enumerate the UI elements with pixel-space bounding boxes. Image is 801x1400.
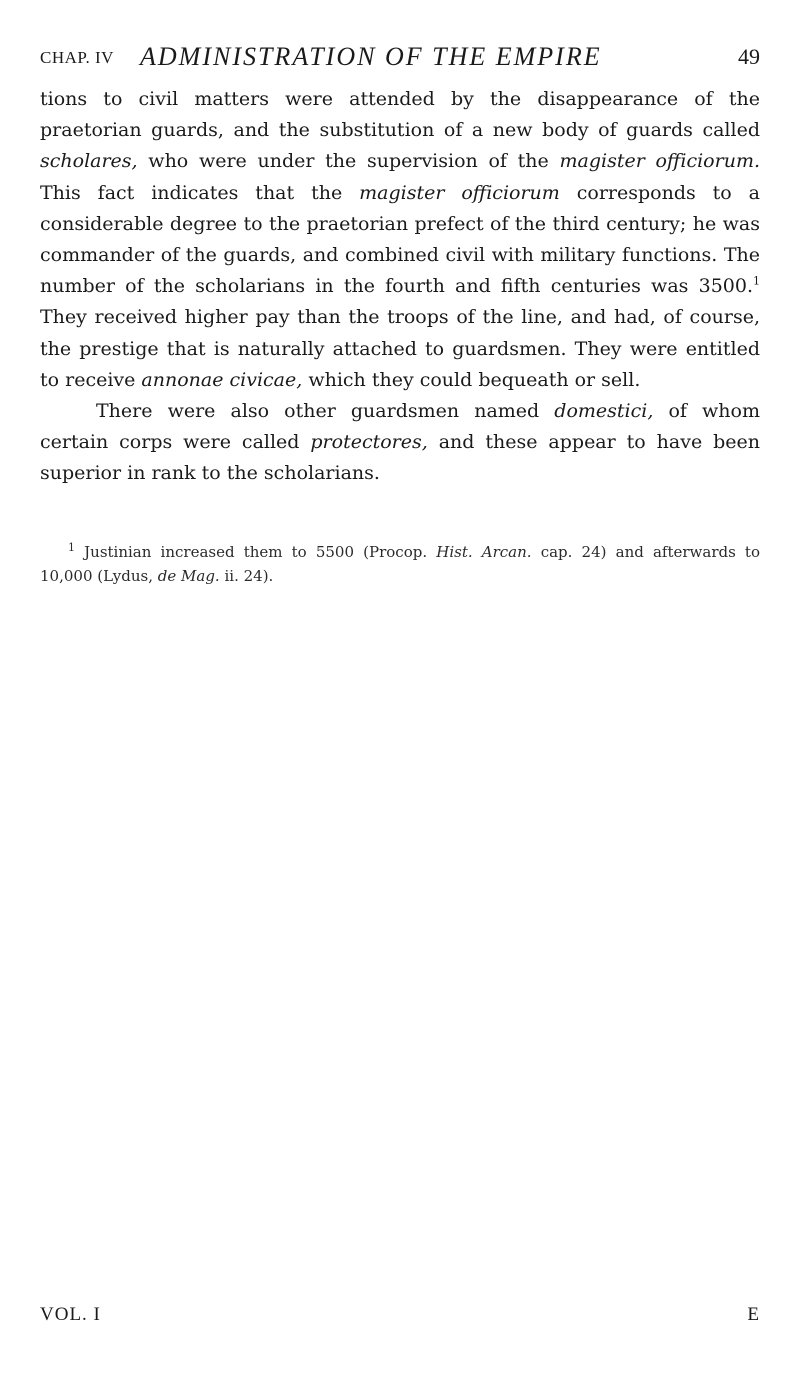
p2-text-2: of whom certain corps were called	[40, 400, 760, 454]
footnote-reference: 1	[753, 274, 760, 288]
p1-text-1: tions to civil matters were attended by the disappearance of the praetorian guards, and the substitution of a new body of guards called	[40, 88, 760, 142]
p2-text-1: There were also other guardsmen named	[96, 400, 555, 423]
p1-text-3: This fact indicates that the	[40, 181, 360, 204]
fn-italic-hist-arcan: Hist. Arcan.	[436, 543, 532, 561]
p1-text-2: who were under the supervision of the	[137, 150, 560, 173]
running-title: ADMINISTRATION OF THE EMPIRE	[140, 42, 602, 71]
p1-italic-magister-2: magister officiorum	[359, 181, 560, 204]
p1-italic-scholares: scholares,	[40, 150, 138, 173]
fn-text-3: ii. 24).	[219, 567, 274, 585]
fn-text-1: Justinian increased them to 5500 (Procop.	[75, 543, 437, 561]
p1-text-6: which they could bequeath or sell.	[302, 368, 641, 391]
signature-mark: E	[747, 1304, 760, 1325]
body-text	[40, 84, 760, 490]
p1-italic-annonae: annonae civicae,	[141, 368, 303, 391]
page-footer	[40, 1304, 760, 1330]
p1-text-4: corresponds to a considerable degree to the praetorian prefect of the third century; he was commander of the guards, and combined civil with military functions. The number of the scholarians in the fourth and fifth centuries was 3500.	[40, 181, 760, 298]
p2-italic-domestici: domestici,	[554, 400, 654, 423]
p1-text-5: They received higher pay than the troops of the line, and had, of course, the prestige that is naturally attached to guardsmen. They were entitled to receive	[40, 306, 760, 391]
running-header	[40, 42, 760, 76]
fn-italic-de-mag: de Mag.	[157, 567, 220, 585]
paragraph-2	[40, 396, 760, 490]
paragraph-1	[40, 84, 760, 396]
p2-text-3: and these appear to have been superior in rank to the scholarians.	[40, 431, 760, 485]
footnote	[40, 540, 760, 588]
page-number: 49	[738, 44, 760, 69]
footnote-marker: 1	[68, 541, 75, 554]
footnote-text	[40, 540, 760, 588]
p1-italic-magister-1: magister officiorum.	[559, 150, 760, 173]
chapter-label: CHAP. IV	[40, 48, 114, 67]
p2-italic-protectores: protectores,	[310, 431, 428, 454]
fn-text-2: cap. 24) and afterwards to 10,000 (Lydus,	[40, 543, 760, 585]
volume-label: VOL. I	[40, 1304, 101, 1325]
